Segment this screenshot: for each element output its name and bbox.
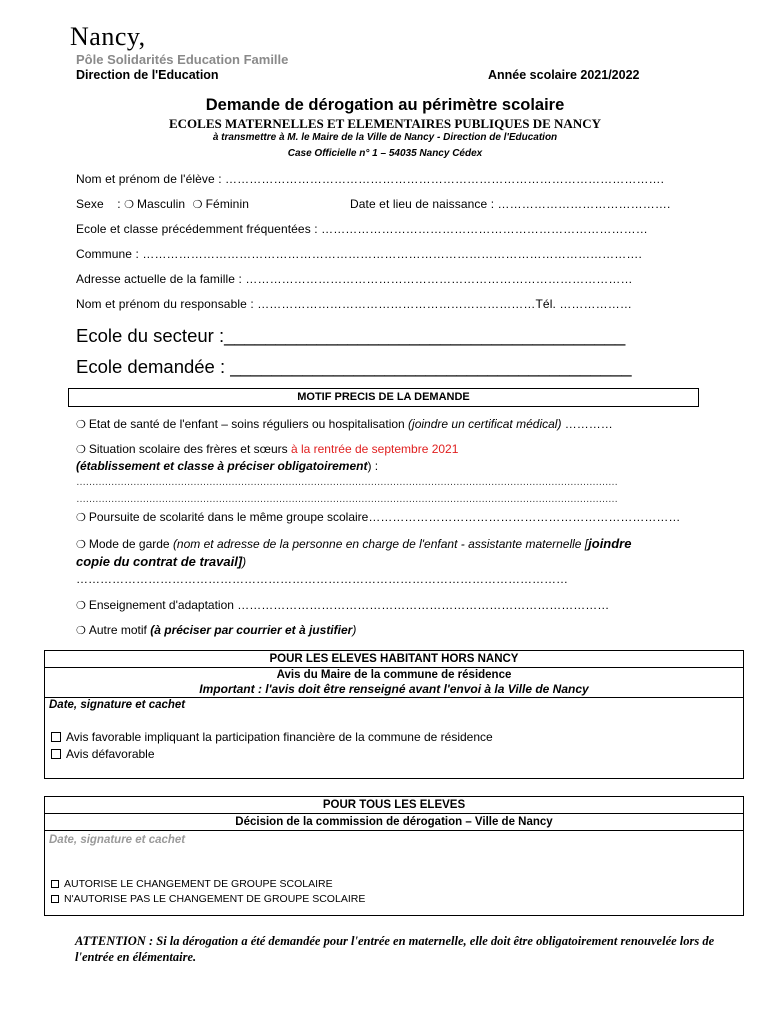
address-field[interactable]: Adresse actuelle de la famille : ……………………………………………………………………………………: [76, 272, 633, 286]
motif-autre-text: Autre motif: [88, 623, 151, 637]
birth-date-place-field[interactable]: Date et lieu de naissance : …………………………………….: [350, 197, 671, 211]
radio-icon[interactable]: ❍: [76, 512, 86, 524]
motif-poursuite-text: Poursuite de scolarité dans le même groupe scolaire……………………………………………………………………: [88, 510, 681, 524]
checkbox-icon[interactable]: [51, 895, 59, 903]
commune-field[interactable]: Commune : …………………………………………………………………………………………………………….: [76, 247, 642, 261]
tous-eleves-box: [44, 796, 744, 916]
tous-heading: POUR TOUS LES ELEVES: [45, 797, 743, 814]
motif-garde[interactable]: [76, 536, 631, 551]
checkbox-icon[interactable]: [51, 749, 61, 759]
checkbox-icon[interactable]: [51, 880, 59, 888]
direction-label: Direction de l'Education: [76, 68, 219, 82]
defavorable-option[interactable]: [51, 747, 155, 761]
responsible-field[interactable]: Nom et prénom du responsable : ……………………………………………………………Tél. ………………: [76, 297, 632, 311]
n-autorise-label: N'AUTORISE PAS LE CHANGEMENT DE GROUPE SCOLAIRE: [64, 893, 366, 905]
garde-dotted-line[interactable]: ……………………………………………………………………………………………………………: [76, 572, 568, 586]
motif-sante-text: Etat de santé de l'enfant – soins réguliers ou hospitalisation: [88, 417, 409, 431]
motif-sante-note: (joindre un certificat médical): [408, 417, 562, 431]
autorise-option[interactable]: [51, 878, 333, 890]
radio-icon[interactable]: ❍: [76, 539, 86, 551]
schools-subtitle: ECOLES MATERNELLES ET ELEMENTAIRES PUBLIQUES DE NANCY: [169, 116, 601, 131]
date-signature-label: Date, signature et cachet: [49, 699, 186, 711]
situation-note-colon: ) :: [367, 459, 379, 473]
feminin-label: Féminin: [205, 197, 249, 211]
motif-sante-dots: …………: [561, 417, 613, 431]
motif-autre-paren: ): [352, 623, 357, 637]
motif-situation[interactable]: [76, 442, 458, 456]
garde-contract-text: copie du contrat de travail]: [76, 554, 243, 569]
motif-situation-text: Situation scolaire des frères et sœurs: [88, 442, 291, 456]
radio-icon[interactable]: ❍: [76, 600, 86, 612]
radio-icon[interactable]: ❍: [76, 625, 86, 637]
motif-garde-joindre: joindre: [588, 536, 632, 551]
transmit-note: à transmettre à M. le Maire de la Ville de Nancy - Direction de l'Education: [212, 132, 558, 143]
commission-decision: Décision de la commission de dérogation – Ville de Nancy: [45, 814, 743, 831]
hors-nancy-heading: POUR LES ELEVES HABITANT HORS NANCY: [45, 651, 743, 668]
motif-sante[interactable]: [76, 417, 613, 431]
dotted-line[interactable]: ………………………………………………………………………………………………………………………………………………………: [76, 477, 618, 488]
feminin-radio-icon[interactable]: ❍: [192, 199, 203, 211]
radio-icon[interactable]: ❍: [76, 419, 86, 431]
nancy-logo: Nancy,: [70, 22, 146, 51]
motif-garde-line2: [76, 554, 246, 569]
mayor-opinion-label: Avis du Maire de la commune de résidence: [276, 669, 512, 681]
radio-icon[interactable]: ❍: [76, 444, 86, 456]
motif-adaptation-text: Enseignement d'adaptation …………………………………………………………………………………: [88, 598, 610, 612]
pole-label: Pôle Solidarités Education Famille: [76, 52, 289, 67]
motif-heading: MOTIF PRECIS DE LA DEMANDE: [68, 388, 699, 407]
garde-paren: ): [242, 555, 247, 569]
hors-nancy-box: [44, 650, 744, 779]
checkbox-icon[interactable]: [51, 732, 61, 742]
motif-situation-note: [76, 459, 378, 473]
favorable-option[interactable]: [51, 730, 493, 744]
masculin-label: Masculin: [137, 197, 186, 211]
motif-garde-note: (nom et adresse de la personne en charge de l'enfant - assistante maternelle [: [172, 537, 589, 551]
situation-note-text: (établissement et classe à préciser obligatoirement: [76, 459, 368, 473]
motif-autre-note: (à préciser par courrier et à justifier: [150, 623, 353, 637]
favorable-label: Avis favorable impliquant la participation financière de la commune de résidence: [66, 730, 493, 744]
sector-school-field[interactable]: Ecole du secteur :_______________________________________: [76, 325, 626, 346]
attention-note: ATTENTION : Si la dérogation a été demandée pour l'entrée en maternelle, elle doit être obligatoirement renouvelée lors de l'entrée en élémentaire.: [75, 934, 715, 964]
student-name-field[interactable]: Nom et prénom de l'élève : ……………………………………………………………………………………………….: [76, 172, 665, 186]
motif-autre[interactable]: [76, 623, 356, 637]
motif-garde-text: Mode de garde: [88, 537, 173, 551]
masculin-radio-icon[interactable]: ❍: [124, 199, 135, 211]
sex-field: Sexe : ❍ Masculin ❍ Féminin: [76, 197, 249, 211]
page-title: Demande de dérogation au périmètre scolaire: [205, 96, 565, 114]
school-year: Année scolaire 2021/2022: [488, 68, 640, 82]
autorise-label: AUTORISE LE CHANGEMENT DE GROUPE SCOLAIRE: [64, 878, 333, 890]
previous-school-field[interactable]: Ecole et classe précédemment fréquentées : ………………………………………………………………………: [76, 222, 648, 236]
date-signature-label: Date, signature et cachet: [49, 834, 186, 846]
motif-adaptation[interactable]: [76, 598, 609, 612]
defavorable-label: Avis défavorable: [66, 747, 155, 761]
sex-label: Sexe: [76, 197, 104, 211]
motif-situation-date: à la rentrée de septembre 2021: [290, 442, 459, 456]
requested-school-field[interactable]: Ecole demandée : _______________________________________: [76, 356, 632, 377]
postal-address: Case Officielle n° 1 – 54035 Nancy Cédex: [287, 148, 483, 159]
motif-poursuite[interactable]: [76, 510, 680, 524]
n-autorise-option[interactable]: [51, 893, 365, 905]
important-note: Important : l'avis doit être renseigné avant l'envoi à la Ville de Nancy: [45, 682, 743, 698]
dotted-line[interactable]: ………………………………………………………………………………………………………………………………………………………: [76, 494, 618, 505]
